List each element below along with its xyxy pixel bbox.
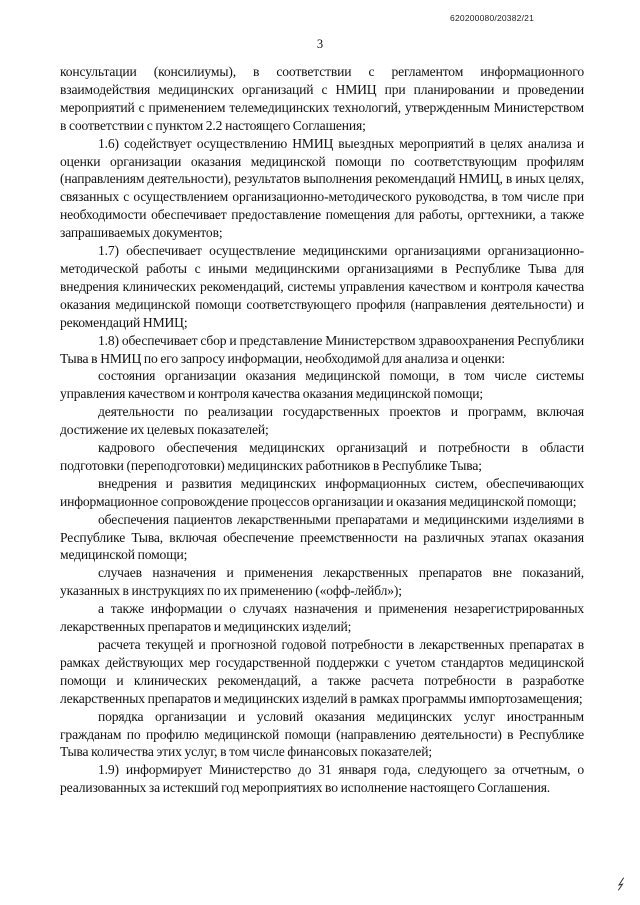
document-id: 620200080/20382/21 bbox=[450, 13, 534, 23]
page-number: 3 bbox=[316, 37, 324, 51]
sub-item-drug-provision: обеспечения пациентов лекарственными препаратами и медицинскими изделиями в Республике Тыва, включая обеспечение преемственности на различных этапах оказания медицинской помощи; bbox=[60, 511, 584, 563]
sub-item-information-systems: внедрения и развития медицинских информационных систем, обеспечивающих информационное сопровождение процессов организации и оказания медицинской помощи; bbox=[60, 475, 584, 509]
paragraph-item-1-8: 1.8) обеспечивает сбор и представление Министерством здравоохранения Республики Тыва в НМИЦ по его запросу информации, необходимой для анализа и оценки: bbox=[60, 332, 584, 366]
sub-item-state-projects: деятельности по реализации государственных проектов и программ, включая достижение их целевых показателей; bbox=[60, 404, 584, 438]
handwritten-mark bbox=[616, 877, 625, 891]
paragraph-item-1-9: 1.9) информирует Министерство до 31 января года, следующего за отчетным, о реализованных за истекший год мероприятиях во исполнение настоящего Соглашения. bbox=[60, 762, 584, 796]
sub-item-off-label: случаев назначения и применения лекарственных препаратов вне показаний, указанных в инструкциях по их применению («офф-лейбл»); bbox=[60, 565, 584, 599]
paragraph-continuation: консультации (консилиумы), в соответствии с регламентом информационного взаимодействия медицинских организаций с НМИЦ при планировании и проведении мероприятий с применением телемедицинских технологий, утвержденным Министерством в соответствии с пунктом 2.2 настоящего Соглашения; bbox=[60, 64, 584, 133]
paragraph-item-1-6: 1.6) содействует осуществлению НМИЦ выездных мероприятий в целях анализа и оценки организации оказания медицинской помощи по соответствующим профилям (направлениям деятельности), результатов выполнения рекомендаций НМИЦ, в иных целях, связанных с осуществлением организационно-методического руководства, в том числе при необходимости обеспечивает предоставление помещения для работы, оргтехники, а также запрашиваемых документов; bbox=[60, 135, 584, 241]
sub-item-quality-management: состояния организации оказания медицинской помощи, в том числе системы управления качеством и контроля качества оказания медицинской помощи; bbox=[60, 368, 584, 402]
sub-item-foreign-citizens: порядка организации и условий оказания медицинских услуг иностранным гражданам по профилю медицинской помощи (направлению деятельности) в Республике Тыва количества этих услуг, в том числе финансовых показателей; bbox=[60, 708, 584, 760]
document-body bbox=[60, 63, 584, 797]
sub-item-unregistered-drugs: а также информации о случаях назначения и применения незарегистрированных лекарственных препаратов и медицинских изделий; bbox=[60, 601, 584, 635]
sub-item-staffing: кадрового обеспечения медицинских организаций и потребности в области подготовки (переподготовки) медицинских работников в Республике Тыва; bbox=[60, 440, 584, 473]
paragraph-item-1-7: 1.7) обеспечивает осуществление медицинскими организациями организационно-методической работы с иными медицинскими организациями в Республике Тыва для внедрения клинических рекомендаций, системы управления качеством и контроля качества оказания медицинской помощи соответствующего профиля (направления деятельности) и рекомендаций НМИЦ; bbox=[60, 243, 584, 330]
sub-item-demand-calculation: расчета текущей и прогнозной годовой потребности в лекарственных препаратах в рамках действующих мер государственной поддержки с учетом стандартов медицинской помощи и клинических рекомендаций, а также расчета потребности в разработке лекарственных препаратов и медицинских изделий в рамках программы импортозамещения; bbox=[60, 637, 584, 706]
